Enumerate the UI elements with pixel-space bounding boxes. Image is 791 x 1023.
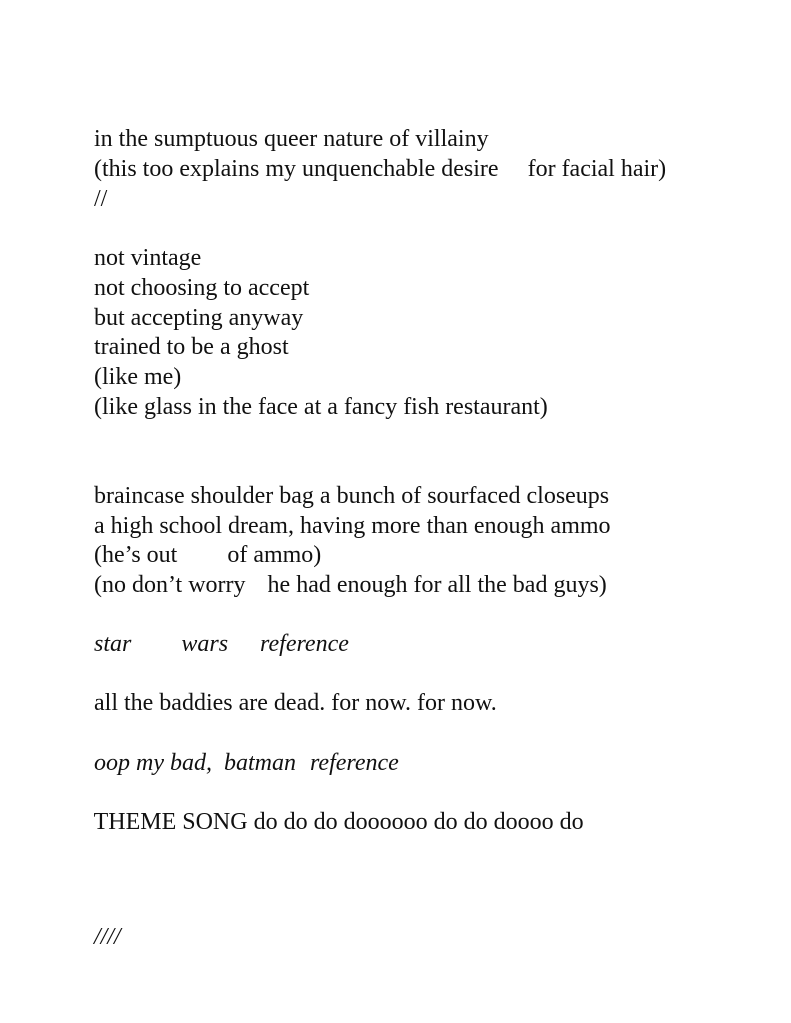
poem-text: in the sumptuous queer nature of villainy <box>94 126 489 152</box>
poem-text: reference <box>309 750 399 776</box>
poem-line <box>70 243 310 301</box>
poem-line <box>70 94 489 152</box>
poem-line <box>70 273 304 331</box>
divider-text: // <box>94 186 108 212</box>
poem-text: for facial hair) <box>527 156 667 182</box>
poem-line <box>70 540 607 598</box>
poem-line <box>70 658 497 716</box>
poem-text: star <box>94 631 132 657</box>
section-divider <box>70 892 121 950</box>
poem-text: reference <box>260 631 349 657</box>
poem-text: (this too explains my unquenchable desire <box>94 156 499 182</box>
poem-line <box>70 332 182 390</box>
poem-text: he had enough for all the bad guys) <box>267 572 607 598</box>
poem-text: (like glass in the face at a fancy fish restaurant) <box>94 394 548 420</box>
divider-text: //// <box>94 924 121 950</box>
poem-line <box>70 451 610 509</box>
poem-text: of ammo) <box>227 542 322 568</box>
poem-line-italic <box>70 718 399 776</box>
poem-text: not choosing to accept <box>94 275 310 301</box>
poem-text: but accepting anyway <box>94 305 304 331</box>
poem-line <box>70 124 667 182</box>
poem-text: braincase shoulder bag a bunch of sourfaced closeups <box>94 483 610 509</box>
poem-text: (he’s out <box>94 542 178 568</box>
poem-text: oop my bad, batman <box>94 750 296 776</box>
poem-line-italic <box>70 599 349 657</box>
poem-text: wars <box>181 631 229 657</box>
poem-line <box>70 777 584 835</box>
poem-text: trained to be a ghost <box>94 334 289 360</box>
section-divider <box>70 154 108 212</box>
poem-text: not vintage <box>94 245 202 271</box>
poem-line <box>70 213 202 271</box>
poem-line <box>70 510 322 568</box>
poem-text: a high school dream, having more than enough ammo <box>94 513 611 539</box>
poem-line <box>70 481 611 539</box>
poem-line <box>70 302 289 360</box>
poem-text: all the baddies are dead. for now. for now. <box>94 690 497 716</box>
poem-text: (like me) <box>94 364 182 390</box>
poem-text: THEME SONG do do do doooooo do do doooo do <box>93 809 584 835</box>
poem-text: (no don’t worry <box>94 572 246 598</box>
poem-line <box>70 362 548 420</box>
